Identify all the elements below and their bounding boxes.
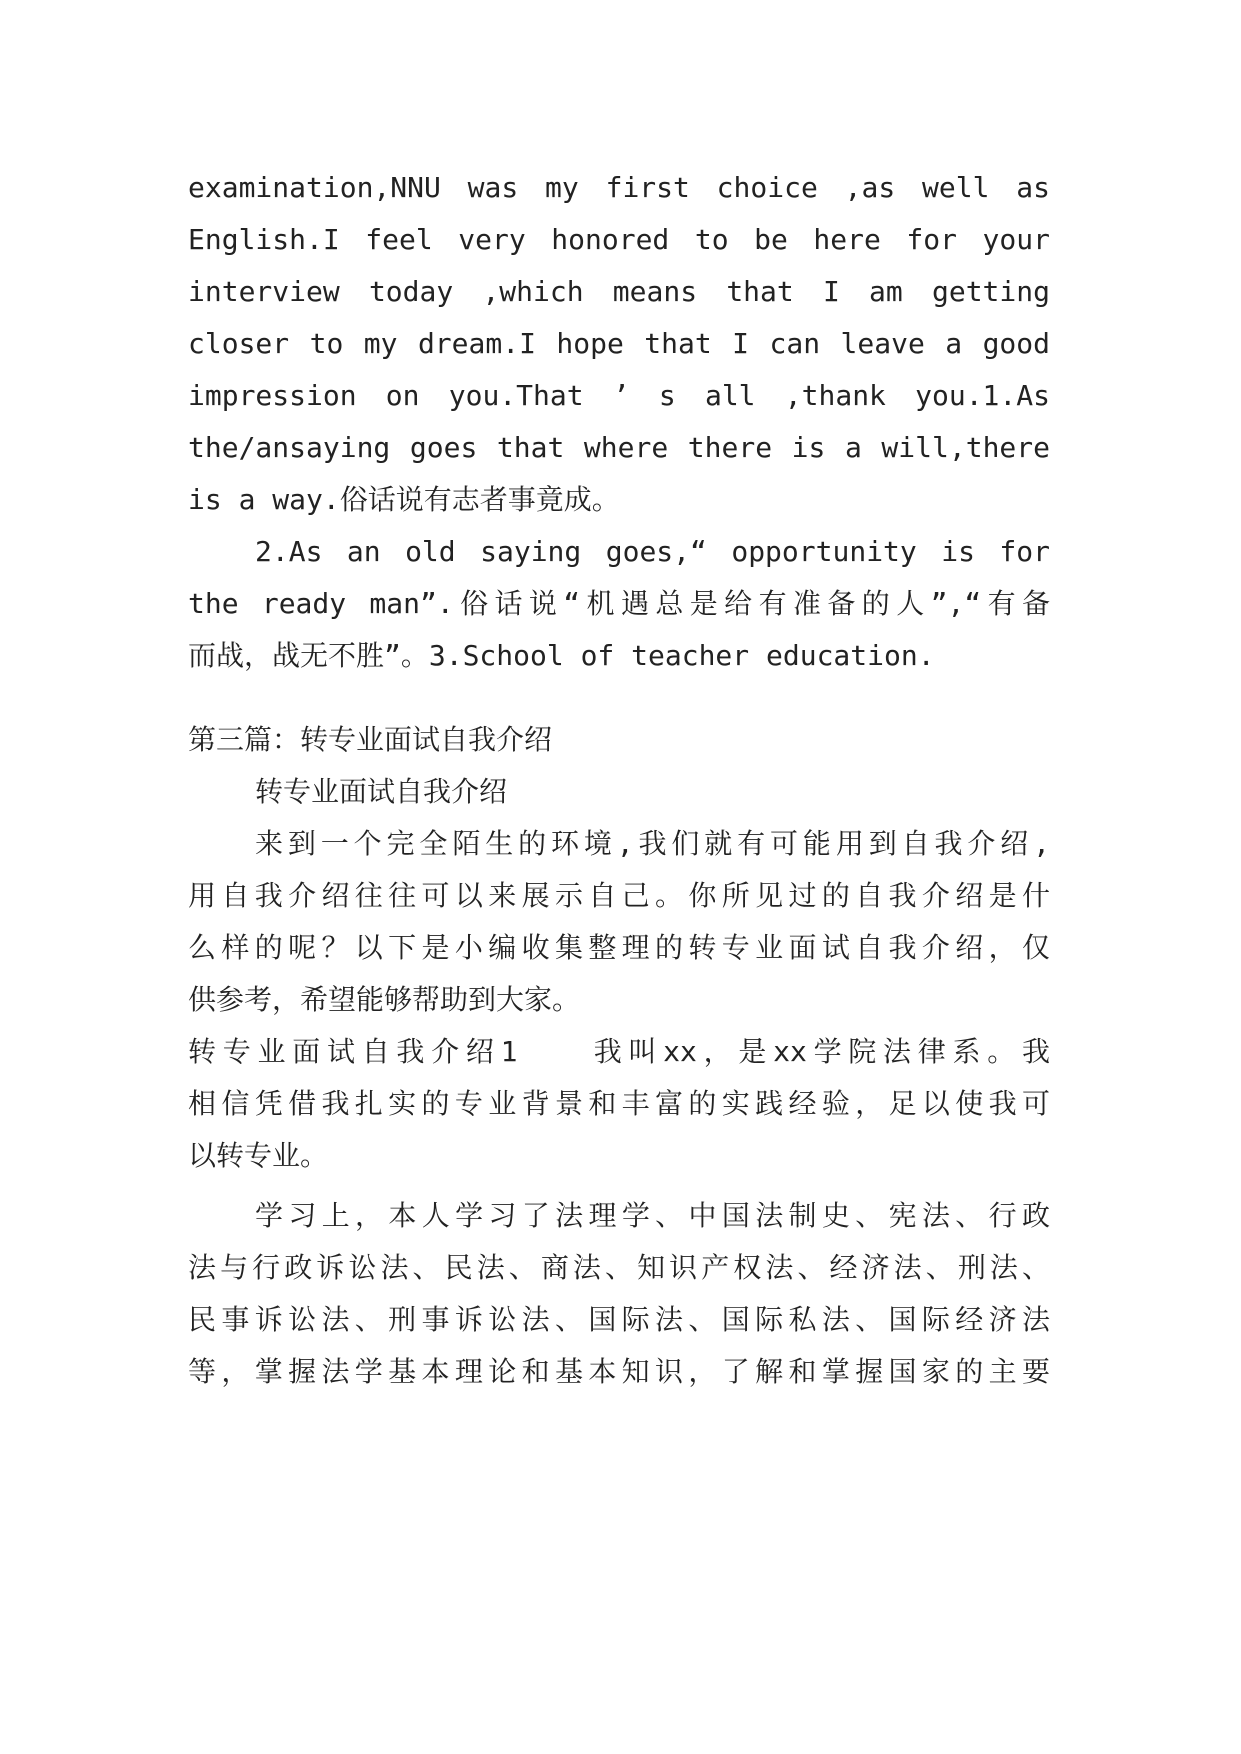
text-line: interview today ,which means that I am getting xyxy=(188,275,1050,308)
text-line: 法与行政诉讼法、民法、商法、知识产权法、经济法、刑法、 xyxy=(188,1251,1050,1284)
text-line: the ready man”.俗话说“机遇总是给有准备的人”,“有备 xyxy=(188,587,1050,620)
text-line: 民事诉讼法、刑事诉讼法、国际法、国际私法、国际经济法 xyxy=(188,1303,1050,1336)
text-line: 相信凭借我扎实的专业背景和丰富的实践经验，足以使我可 xyxy=(188,1087,1050,1120)
text-line: examination,NNU was my first choice ,as well as xyxy=(188,171,1050,204)
text-line: 以转专业。 xyxy=(188,1139,329,1172)
text-line: 学习上，本人学习了法理学、中国法制史、宪法、行政 xyxy=(255,1199,1050,1232)
text-line: 而战，战无不胜”。3.School of teacher education. xyxy=(188,639,935,672)
text-line: 供参考，希望能够帮助到大家。 xyxy=(188,983,581,1016)
text-line: closer to my dream.I hope that I can leave a good xyxy=(188,327,1050,360)
section-heading: 第三篇：转专业面试自我介绍 xyxy=(188,723,553,756)
text-line: the/ansaying goes that where there is a will,there xyxy=(188,431,1050,464)
text-line: 用自我介绍往往可以来展示自己。你所见过的自我介绍是什 xyxy=(188,879,1050,912)
text-line: 么样的呢？以下是小编收集整理的转专业面试自我介绍，仅 xyxy=(188,931,1050,964)
text-line: 等，掌握法学基本理论和基本知识，了解和掌握国家的主要 xyxy=(188,1355,1050,1388)
text-line: 2.As an old saying goes,“ opportunity is for xyxy=(255,535,1050,568)
text-line: 转专业面试自我介绍1 我叫xx，是xx学院法律系。我 xyxy=(188,1035,1050,1068)
text-line: impression on you.That ’ s all ,thank you.1.As xyxy=(188,379,1050,412)
article-title: 转专业面试自我介绍 xyxy=(255,775,508,808)
text-line: 来到一个完全陌生的环境,我们就有可能用到自我介绍, xyxy=(255,827,1050,860)
text-line: is a way.俗话说有志者事竟成。 xyxy=(188,483,620,516)
text-line: English.I feel very honored to be here for your xyxy=(188,223,1050,256)
